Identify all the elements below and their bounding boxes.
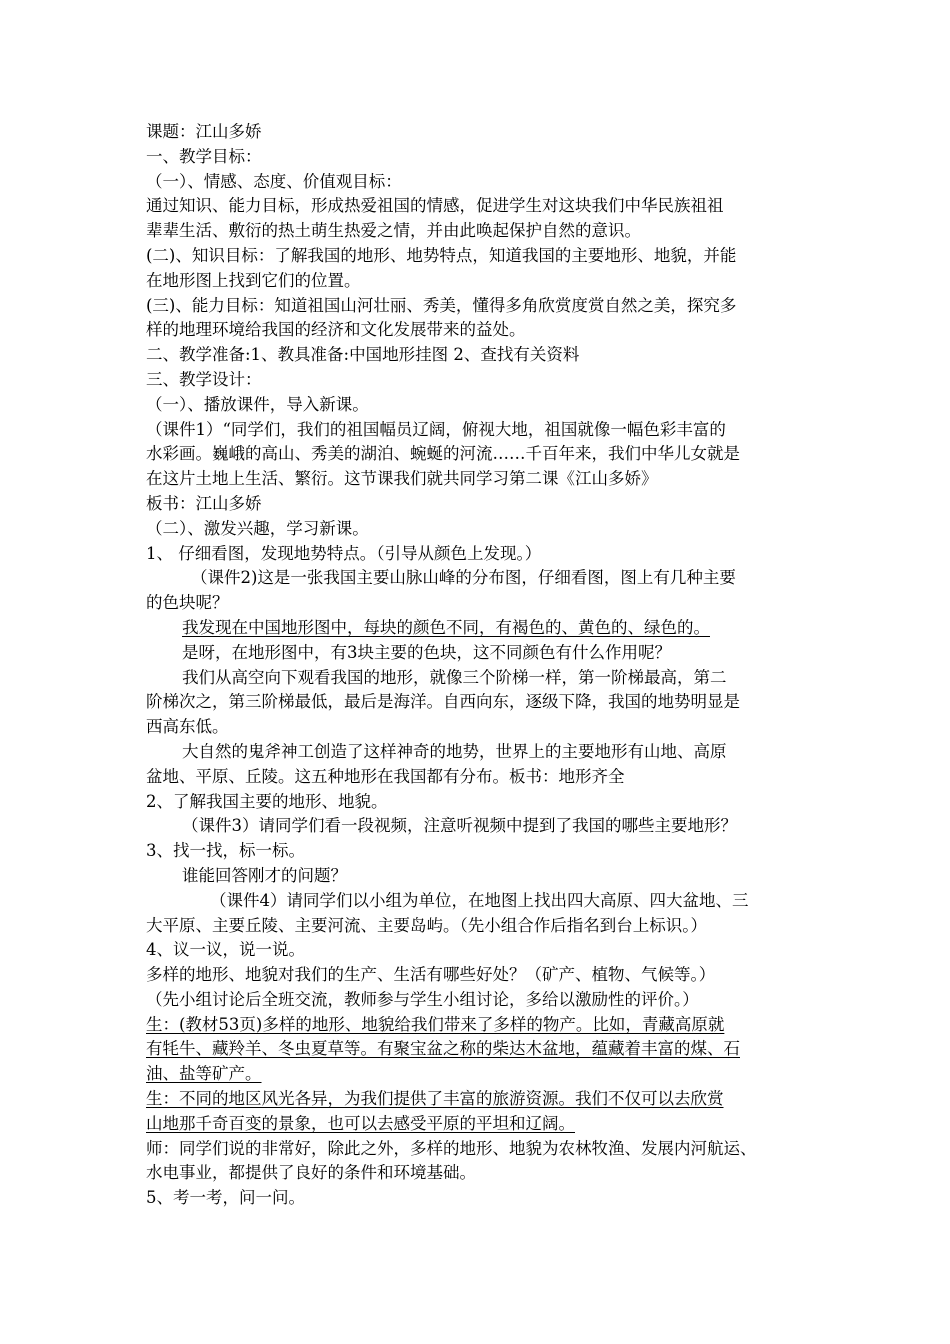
document-line	[146, 914, 812, 939]
line-text: 在地形图上找到它们的位置。	[146, 270, 361, 290]
line-text: 二、教学准备:1、教具准备:中国地形挂图 2、查找有关资料	[146, 345, 580, 365]
document-line	[146, 1112, 812, 1137]
document-line	[146, 1137, 812, 1162]
line-text: （二）、激发兴趣，学习新课。	[146, 518, 369, 538]
document-line	[146, 219, 812, 244]
document-line	[146, 269, 812, 294]
line-text: 水电事业，都提供了良好的条件和环境基础。	[146, 1163, 476, 1183]
line-text: 通过知识、能力目标，形成热爱祖国的情感，促进学生对这块我们中华民族祖祖	[146, 196, 724, 216]
line-text: 西高东低。	[146, 717, 229, 737]
document-line	[146, 1062, 812, 1087]
document-line	[146, 566, 812, 591]
line-text: 我发现在中国地形图中，每块的颜色不同，有褐色的、黄色的、绿色的。	[182, 617, 710, 637]
line-text: 我们从高空向下观看我国的地形，就像三个阶梯一样，第一阶梯最高，第二	[182, 667, 727, 687]
line-text: 阶梯次之，第三阶梯最低，最后是海洋。自西向东，逐级下降，我国的地势明显是	[146, 692, 740, 712]
document-line	[146, 616, 812, 641]
line-text: 三、教学设计：	[146, 369, 262, 389]
document-line	[146, 170, 812, 195]
line-text: 水彩画。巍峨的高山、秀美的湖泊、蜿蜒的河流……千百年来，我们中华儿女就是	[146, 444, 740, 464]
document-line	[146, 194, 812, 219]
document-line	[146, 1161, 812, 1186]
document-line	[146, 393, 812, 418]
document-line	[146, 467, 812, 492]
document-line	[146, 418, 812, 443]
line-text: 4、议一议，说一说。	[146, 940, 305, 960]
document-line	[146, 963, 812, 988]
line-text: （课件2)这是一张我国主要山脉山峰的分布图，仔细看图，图上有几种主要	[191, 568, 736, 588]
document-line	[146, 839, 812, 864]
line-text: 样的地理环境给我国的经济和文化发展带来的益处。	[146, 320, 526, 340]
line-text: 3、找一找，标一标。	[146, 841, 305, 861]
document-line	[146, 988, 812, 1013]
document-line	[146, 591, 812, 616]
line-text: 大自然的鬼斧神工创造了这样神奇的地势，世界上的主要地形有山地、高原	[182, 741, 727, 761]
line-text: （课件3）请同学们看一段视频，注意听视频中提到了我国的哪些主要地形？	[182, 816, 737, 836]
line-text: 生：(教材53页)多样的地形、地貌给我们带来了多样的物产。比如，青藏高原就	[146, 1014, 725, 1034]
line-text: 有牦牛、藏羚羊、冬虫夏草等。有聚宝盆之称的柴达木盆地，蕴藏着丰富的煤、石	[146, 1039, 740, 1059]
document-line	[146, 641, 812, 666]
document-line	[146, 690, 812, 715]
document-line	[146, 814, 812, 839]
line-text: 师：同学们说的非常好，除此之外，多样的地形、地貌为农林牧渔、发展内河航运、	[146, 1138, 757, 1158]
line-text: （一）、情感、态度、价值观目标：	[146, 171, 402, 191]
line-text: 盆地、平原、丘陵。这五种地形在我国都有分布。板书：地形齐全	[146, 766, 625, 786]
document-line	[146, 442, 812, 467]
document-line	[146, 790, 812, 815]
line-text: 板书：江山多娇	[146, 493, 262, 513]
document-line	[146, 1186, 812, 1211]
document-line	[146, 368, 812, 393]
document-line	[146, 145, 812, 170]
line-text: 2、了解我国主要的地形、地貌。	[146, 791, 388, 811]
document-line	[146, 864, 812, 889]
line-text: （课件1）“同学们，我们的祖国幅员辽阔，俯视大地，祖国就像一幅色彩丰富的	[146, 419, 726, 439]
line-text: (三)、能力目标：知道祖国山河壮丽、秀美，懂得多角欣赏度赏自然之美，探究多	[146, 295, 737, 315]
line-text: （先小组讨论后全班交流，教师参与学生小组讨论，多给以激励性的评价。）	[146, 989, 699, 1009]
line-text: 谁能回答刚才的问题？	[182, 865, 347, 885]
line-text: 课题：江山多娇	[146, 122, 262, 141]
line-text: 一、教学目标：	[146, 146, 262, 166]
document-line	[146, 889, 812, 914]
line-text: （一）、播放课件，导入新课。	[146, 394, 369, 414]
line-text: 的色块呢？	[146, 593, 229, 613]
document-line	[146, 343, 812, 368]
document-line	[146, 492, 812, 517]
document-line	[146, 666, 812, 691]
document-line	[146, 542, 812, 567]
document-line	[146, 294, 812, 319]
line-text: 多样的地形、地貌对我们的生产、生活有哪些好处？（矿产、植物、气候等。）	[146, 965, 716, 985]
line-text: （课件4）请同学们以小组为单位，在地图上找出四大高原、四大盆地、三	[210, 890, 749, 910]
document-line	[146, 244, 812, 269]
line-text: 1、 仔细看图，发现地势特点。（引导从颜色上发现。）	[146, 543, 542, 563]
line-text: 生：不同的地区风光各异，为我们提供了丰富的旅游资源。我们不仅可以去欣赏	[146, 1089, 724, 1109]
document-line	[146, 120, 812, 145]
line-text: 大平原、主要丘陵、主要河流、主要岛屿。（先小组合作后指名到台上标识。）	[146, 915, 707, 935]
line-text: 是呀，在地形图中，有3块主要的色块，这不同颜色有什么作用呢？	[182, 642, 671, 662]
document-line	[146, 1037, 812, 1062]
line-text: 5、考一考，问一问。	[146, 1188, 305, 1208]
document-line	[146, 715, 812, 740]
line-text: (二)、知识目标：了解我国的地形、地势特点，知道我国的主要地形、地貌，并能	[146, 245, 737, 265]
line-text: 山地那千奇百变的景象，也可以去感受平原的平坦和辽阔。	[146, 1113, 575, 1133]
document-line	[146, 1087, 812, 1112]
line-text: 在这片土地上生活、繁衍。这节课我们就共同学习第二课《江山多娇》	[146, 469, 658, 489]
line-text: 辈辈生活、敷衍的热土萌生热爱之情，并由此唤起保护自然的意识。	[146, 221, 641, 241]
document-line	[146, 517, 812, 542]
document-line	[146, 765, 812, 790]
document-line	[146, 740, 812, 765]
line-text: 油、盐等矿产。	[146, 1064, 262, 1084]
document-line	[146, 1013, 812, 1038]
document-line	[146, 318, 812, 343]
document-line	[146, 938, 812, 963]
